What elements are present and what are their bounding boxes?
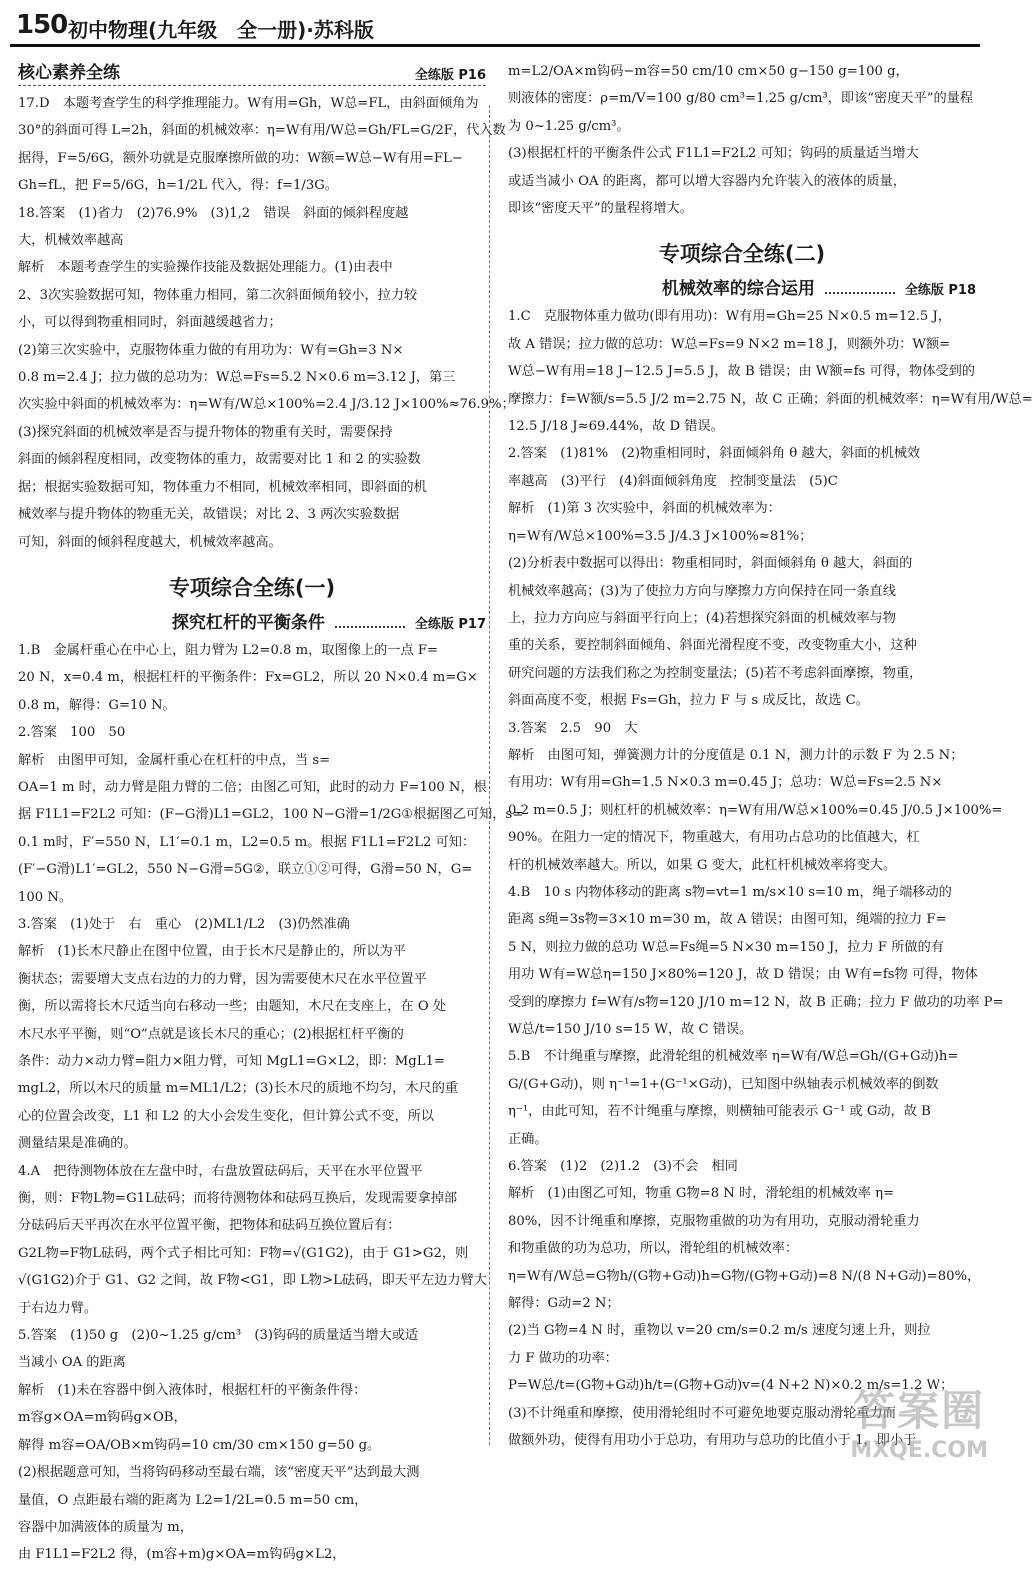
text-line: G2L物=F物L砝码，两个式子相比可知：F物=√(G1G2)，由于 G1>G2，则 (18, 1245, 469, 1261)
text-line: 5.B 不计绳重与摩擦，此滑轮组的机械效率 η=W有/W总=Gh/(G+G动)h= (508, 1049, 959, 1065)
text-line: η⁻¹，由此可知，若不计绳重与摩擦，则横轴可能表示 G⁻¹ 或 G动，故 B (508, 1104, 931, 1120)
text-line: 4.A 把待测物体放在左盘中时，右盘放置砝码后，天平在水平位置平 (18, 1163, 423, 1179)
text-line: 次实验中斜面的机械效率为：η=W有/W总×100%=2.4 J/3.12 J×100%≈76.9%； (18, 397, 515, 413)
column-divider (489, 105, 491, 1445)
text-line: 衡状态；需要增大支点右边的力的力臂，因为需要使木尺在水平位置平 (18, 971, 427, 987)
text-line: 解析 本题考查学生的实验操作技能及数据处理能力。(1)由表中 (18, 260, 393, 276)
text-line: 量值，O 点距最右端的距离为 L2=1/2L=0.5 m=50 cm， (18, 1492, 368, 1508)
text-line: 17.D 本题考查学生的科学推理能力。W有用=Gh，W总=FL，由斜面倾角为 (18, 96, 479, 111)
watermark (850, 1378, 988, 1463)
text-line: 2、3次实验数据可知，物体重力相同，第二次斜面倾角较小，拉力较 (18, 287, 418, 303)
text-line: (2)第三次实验中，克服物体重力做的有用功为：W有=Gh=3 N× (18, 342, 404, 358)
text-line: 杆的机械效率越大。所以，如果 G 变大，此杠杆机械效率将变大。 (508, 857, 897, 873)
subsection-heading (508, 274, 976, 299)
text-line: (3)不计绳重和摩擦，使用滑轮组时不可避免地要克服动滑轮重力而 (508, 1405, 896, 1421)
answer-block (508, 58, 976, 222)
text-line: 于右边力臂。 (18, 1300, 98, 1316)
text-line: 0.2 m=0.5 J；则杠杆的机械效率：η=W有用/W总×100%=0.45 J/0.5 J×100%= (508, 802, 1003, 818)
text-line: 距离 s绳=3s物=3×10 m=30 m，故 A 错误；由图可知，绳端的拉力 F= (508, 912, 947, 928)
text-line: 解得 m容=OA/OB×m钩码=10 cm/30 cm×150 g=50 g。 (18, 1437, 381, 1453)
answer-block (18, 90, 515, 556)
text-line: 重的关系，要控制斜面倾角、斜面光滑程度不变，改变物重大小，这种 (508, 638, 917, 654)
text-line: 机械效率越高；(3)为了使拉力方向与摩擦力方向保持在同一条直线 (508, 583, 896, 599)
text-line: 0.8 m=2.4 J；拉力做的总功为：W总=Fs=5.2 N×0.6 m=3.12 J，第三 (18, 370, 456, 386)
watermark-url: MXQE.COM (850, 1438, 988, 1463)
text-line: 解析 由图可知，弹簧测力计的分度值是 0.1 N，测力计的示数 F 为 2.5 N； (508, 747, 964, 763)
text-line: 5 N，则拉力做的总功 W总=Fs绳=5 N×30 m=150 J，拉力 F 所做的有 (508, 939, 944, 955)
text-line: 斜面的倾斜程度相同，改变物体的重力，故需要对比 1 和 2 的实验数 (18, 452, 421, 468)
text-line: 木尺水平平衡，则“O”点就是该长木尺的重心；(2)根据杠杆平衡的 (18, 1026, 404, 1042)
subsection-heading (18, 608, 486, 633)
page-number: 150 (16, 10, 68, 40)
text-line: 容器中加满液体的质量为 m， (18, 1519, 193, 1535)
text-line: P=W总/t=(G物+G动)h/t=(G物+G动)v=(4 N+2 N)×0.2 m/s=1.2 W； (508, 1378, 954, 1394)
text-line: 条件：动力×动力臂=阻力×阻力臂，可知 MgL1=G×L2，即：MgL1= (18, 1054, 445, 1069)
text-line: 6.答案 (1)2 (2)1.2 (3)不会 相同 (508, 1159, 738, 1175)
text-line: 2.答案 (1)81% (2)物重相同时，斜面倾斜角 θ 越大，斜面的机械效 (508, 446, 921, 462)
answer-block (18, 637, 524, 1569)
text-line: 研究问题的方法我们称之为控制变量法；(5)若不考虑斜面摩擦，物重， (508, 665, 923, 681)
text-line: √(G1G2)介于 G1、G2 之间，故 F物<G1，即 L物>L砝码，即天平左边力臂大 (18, 1273, 487, 1289)
text-line: 衡，所以需将长木尺适当向右移动一些；由题知，木尺在支座上，在 O 处 (18, 999, 447, 1015)
text-line: 械效率与提升物体的物重无关，故错误；对比 2、3 两次实验数据 (18, 507, 400, 523)
text-line: W总/t=150 J/10 s=15 W，故 C 错误。 (508, 1022, 753, 1037)
text-line: 20 N，x=0.4 m，根据杠杆的平衡条件：Fx=GL2，所以 20 N×0.4 m=G× (18, 670, 478, 686)
text-line: mgL2，所以木尺的质量 m=ML1/L2；(3)长木尺的质地不均匀，木尺的重 (18, 1081, 459, 1097)
text-line: 解得：G动=2 N； (508, 1296, 620, 1312)
text-line: Gh=fL，把 F=5/6G，h=1/2L 代入，得：f=1/3G。 (18, 178, 338, 194)
text-line: 衡，则：F物L物=G1L砝码；而将待测物体和砝码互换后，发现需要拿掉部 (18, 1191, 458, 1207)
section-title: 核心素养全练 (18, 63, 120, 83)
text-line: 由 F1L1=F2L2 得，(m容+m)g×OA=m钩码g×L2， (18, 1547, 346, 1563)
text-line: 4.B 10 s 内物体移动的距离 s物=vt=1 m/s×10 s=10 m，绳子端移动的 (508, 884, 952, 900)
text-line: 解析 (1)未在容器中倒入液体时，根据杠杆的平衡条件得： (18, 1382, 367, 1398)
section-heading (18, 58, 486, 86)
text-line: 据 F1L1=F2L2 可知：(F−G滑)L1=GL2，100 N−G滑=1/2G①根据图乙可知，s= (18, 807, 524, 823)
section-page-ref: 全练版 P16 (414, 68, 486, 83)
text-line: 解析 (1)由图乙可知，物重 G物=8 N 时，滑轮组的机械效率 η= (508, 1186, 895, 1202)
text-line: 上，拉力方向应与斜面平行向上；(4)若想探究斜面的机械效率与物 (508, 610, 896, 626)
text-line: (F′−G滑)L1′=GL2，550 N−G滑=5G②，联立①②可得，G滑=50 N，G= (18, 862, 473, 878)
text-line: 力 F 做功的功率： (508, 1350, 618, 1366)
text-line: (2)分析表中数据可以得出：物重相同时，斜面倾斜角 θ 越大，斜面的 (508, 556, 913, 572)
subsection-title: 探究杠杆的平衡条件 (171, 612, 325, 633)
text-line: 即该“密度天平”的量程将增大。 (508, 201, 693, 217)
text-line: m=L2/OA×m钩码−m容=50 cm/10 cm×50 g−150 g=100 g， (508, 64, 909, 79)
text-line: 12.5 J/18 J≈69.44%，故 D 错误。 (508, 419, 724, 435)
right-column (508, 58, 1033, 1458)
watermark-logo: 答案圈 (853, 1386, 986, 1435)
text-line: 测量结果是准确的。 (18, 1136, 137, 1152)
text-line: 或适当减小 OA 的距离，都可以增大容器内允许装入的液体的质量， (508, 173, 906, 189)
text-line: 摩擦力：f=W额/s=5.5 J/2 m=2.75 N，故 C 正确；斜面的机械效率：η=W有用/W总= (508, 391, 1033, 407)
text-line: 则液体的密度：ρ=m/V=100 g/80 cm³=1.25 g/cm³，即该“密度天平”的量程 (508, 91, 974, 107)
text-line: (2)根据题意可知，当将钩码移动至最右端，该“密度天平”达到最大测 (18, 1465, 420, 1481)
text-line: (3)探究斜面的机械效率是否与提升物体的物重有关时，需要保持 (18, 424, 393, 440)
text-line: 90%。在阻力一定的情况下，物重越大，有用功占总功的比值越大，杠 (508, 830, 920, 846)
text-line: 据得，F=5/6G，额外功就是克服摩擦所做的功：W额=W总−W有用=FL− (18, 150, 463, 166)
text-line: OA=1 m 时，动力臂是阻力臂的二倍；由图乙可知，此时的动力 F=100 N，根 (18, 779, 487, 795)
text-line: 0.1 m时，F′=550 N，L1′=0.1 m，L2=0.5 m。根据 F1L1=F2L2 可知： (18, 834, 476, 850)
text-line: 解析 (1)长木尺静止在图中位置，由于长木尺是静止的，所以为平 (18, 944, 406, 960)
text-line: W总−W有用=18 J−12.5 J=5.5 J，故 B 错误；由 W额=fs 可得，物体受到的 (508, 364, 975, 380)
text-line: 有用功：W有用=Gh=1.5 N×0.3 m=0.45 J；总功：W总=Fs=2.5 N× (508, 775, 943, 791)
text-line: η=W有/W总=G物h/(G物+G动)h=G物/(G物+G动)=8 N/(8 N+G动)=80%， (508, 1268, 981, 1284)
text-line: 5.答案 (1)50 g (2)0~1.25 g/cm³ (3)钩码的质量适当增大或适 (18, 1328, 419, 1344)
text-line: 3.答案 2.5 90 大 (508, 720, 638, 736)
text-line: 做额外功，使得有用功小于总功，有用功与总功的比值小于 1，即小于 (508, 1433, 917, 1449)
text-line: G/(G+G动)，则 η⁻¹=1+(G⁻¹×G动)，已知图中纵轴表示机械效率的倒数 (508, 1076, 939, 1092)
text-line: 1.C 克服物体重力做功(即有用功)：W有用=Gh=25 N×0.5 m=12.5 J， (508, 309, 951, 325)
text-line: 为 0~1.25 g/cm³。 (508, 118, 630, 134)
text-line: 受到的摩擦力 f=W有/s物=120 J/10 m=12 N，故 B 正确；拉力 F 做功的功率 P= (508, 994, 1004, 1010)
text-line: 当减小 OA 的距离 (18, 1355, 126, 1371)
text-line: 斜面高度不变，根据 Fs=Gh，拉力 F 与 s 成反比，故选 C。 (508, 693, 869, 709)
text-line: 率越高 (3)平行 (4)斜面倾斜角度 控制变量法 (5)C (508, 473, 838, 489)
text-line: 故 A 错误；拉力做的总功：W总=Fs=9 N×2 m=18 J，则额外功：W额= (508, 336, 951, 352)
subsection-page-ref: 全练版 P18 (904, 283, 976, 299)
text-line: 30°的斜面可得 L=2h，斜面的机械效率：η=W有用/W总=Gh/FL=G/2F，代入数 (18, 123, 506, 139)
text-line: m容g×OA=m钩码g×OB， (18, 1410, 187, 1426)
text-line: η=W有/W总×100%=3.5 J/4.3 J×100%≈81%； (508, 528, 813, 544)
text-line: 大，机械效率越高 (18, 233, 124, 249)
text-line: 心的位置会改变，L1 和 L2 的大小会发生变化，但计算公式不变，所以 (18, 1108, 435, 1124)
text-line: 据；根据实验数据可知，物体重力不相同，机械效率相同，即斜面的机 (18, 479, 427, 495)
text-line: 用功 W有=W总η=150 J×80%=120 J，故 D 错误；由 W有=fs物 可得，物体 (508, 967, 978, 983)
page-header (10, 6, 990, 46)
leader-dots (335, 626, 405, 628)
subsection-title: 机械效率的综合运用 (661, 279, 815, 300)
text-line: 80%，因不计绳重和摩擦，克服物重做的功为有用功，克服动滑轮重力 (508, 1213, 920, 1229)
text-line: 正确。 (508, 1131, 548, 1147)
text-line: 100 N。 (18, 889, 73, 905)
text-line: 分砝码后天平再次在水平位置平衡，把物体和砝码互换位置后有： (18, 1218, 401, 1234)
text-line: 可知，斜面的倾斜程度越大，机械效率越高。 (18, 534, 282, 550)
book-title: 初中物理(九年级 全一册)·苏科版 (68, 18, 374, 42)
text-line: 0.8 m，解得：G=10 N。 (18, 697, 176, 713)
text-line: 1.B 金属杆重心在中心上，阻力臂为 L2=0.8 m，取图像上的一点 F= (18, 642, 439, 658)
subsection-page-ref: 全练版 P17 (414, 616, 486, 632)
text-line: 和物重做的功为总功，所以，滑轮组的机械效率： (508, 1241, 799, 1257)
text-line: 18.答案 (1)省力 (2)76.9% (3)1,2 错误 斜面的倾斜程度越 (18, 205, 409, 221)
answer-block (508, 303, 1033, 1454)
text-line: (3)根据杠杆的平衡条件公式 F1L1=F2L2 可知；钩码的质量适当增大 (508, 146, 919, 162)
text-line: 解析 (1)第 3 次实验中，斜面的机械效率为： (508, 501, 781, 517)
special-title: 专项综合全练(二) (658, 242, 826, 267)
text-line: 3.答案 (1)处于 右 重心 (2)ML1/L2 (3)仍然准确 (18, 916, 350, 932)
text-line: (2)当 G物=4 N 时，重物以 v=20 cm/s=0.2 m/s 速度匀速上升，则拉 (508, 1323, 931, 1339)
left-column (18, 58, 524, 1563)
text-line: 小，可以得到物重相同时，斜面越缓越省力； (18, 315, 282, 331)
header-rule (10, 44, 980, 47)
special-title: 专项综合全练(一) (168, 575, 336, 600)
leader-dots (825, 292, 895, 294)
text-line: 2.答案 100 50 (18, 725, 126, 741)
text-line: 解析 由图甲可知，金属杆重心在杠杆的中点，当 s= (18, 752, 331, 768)
